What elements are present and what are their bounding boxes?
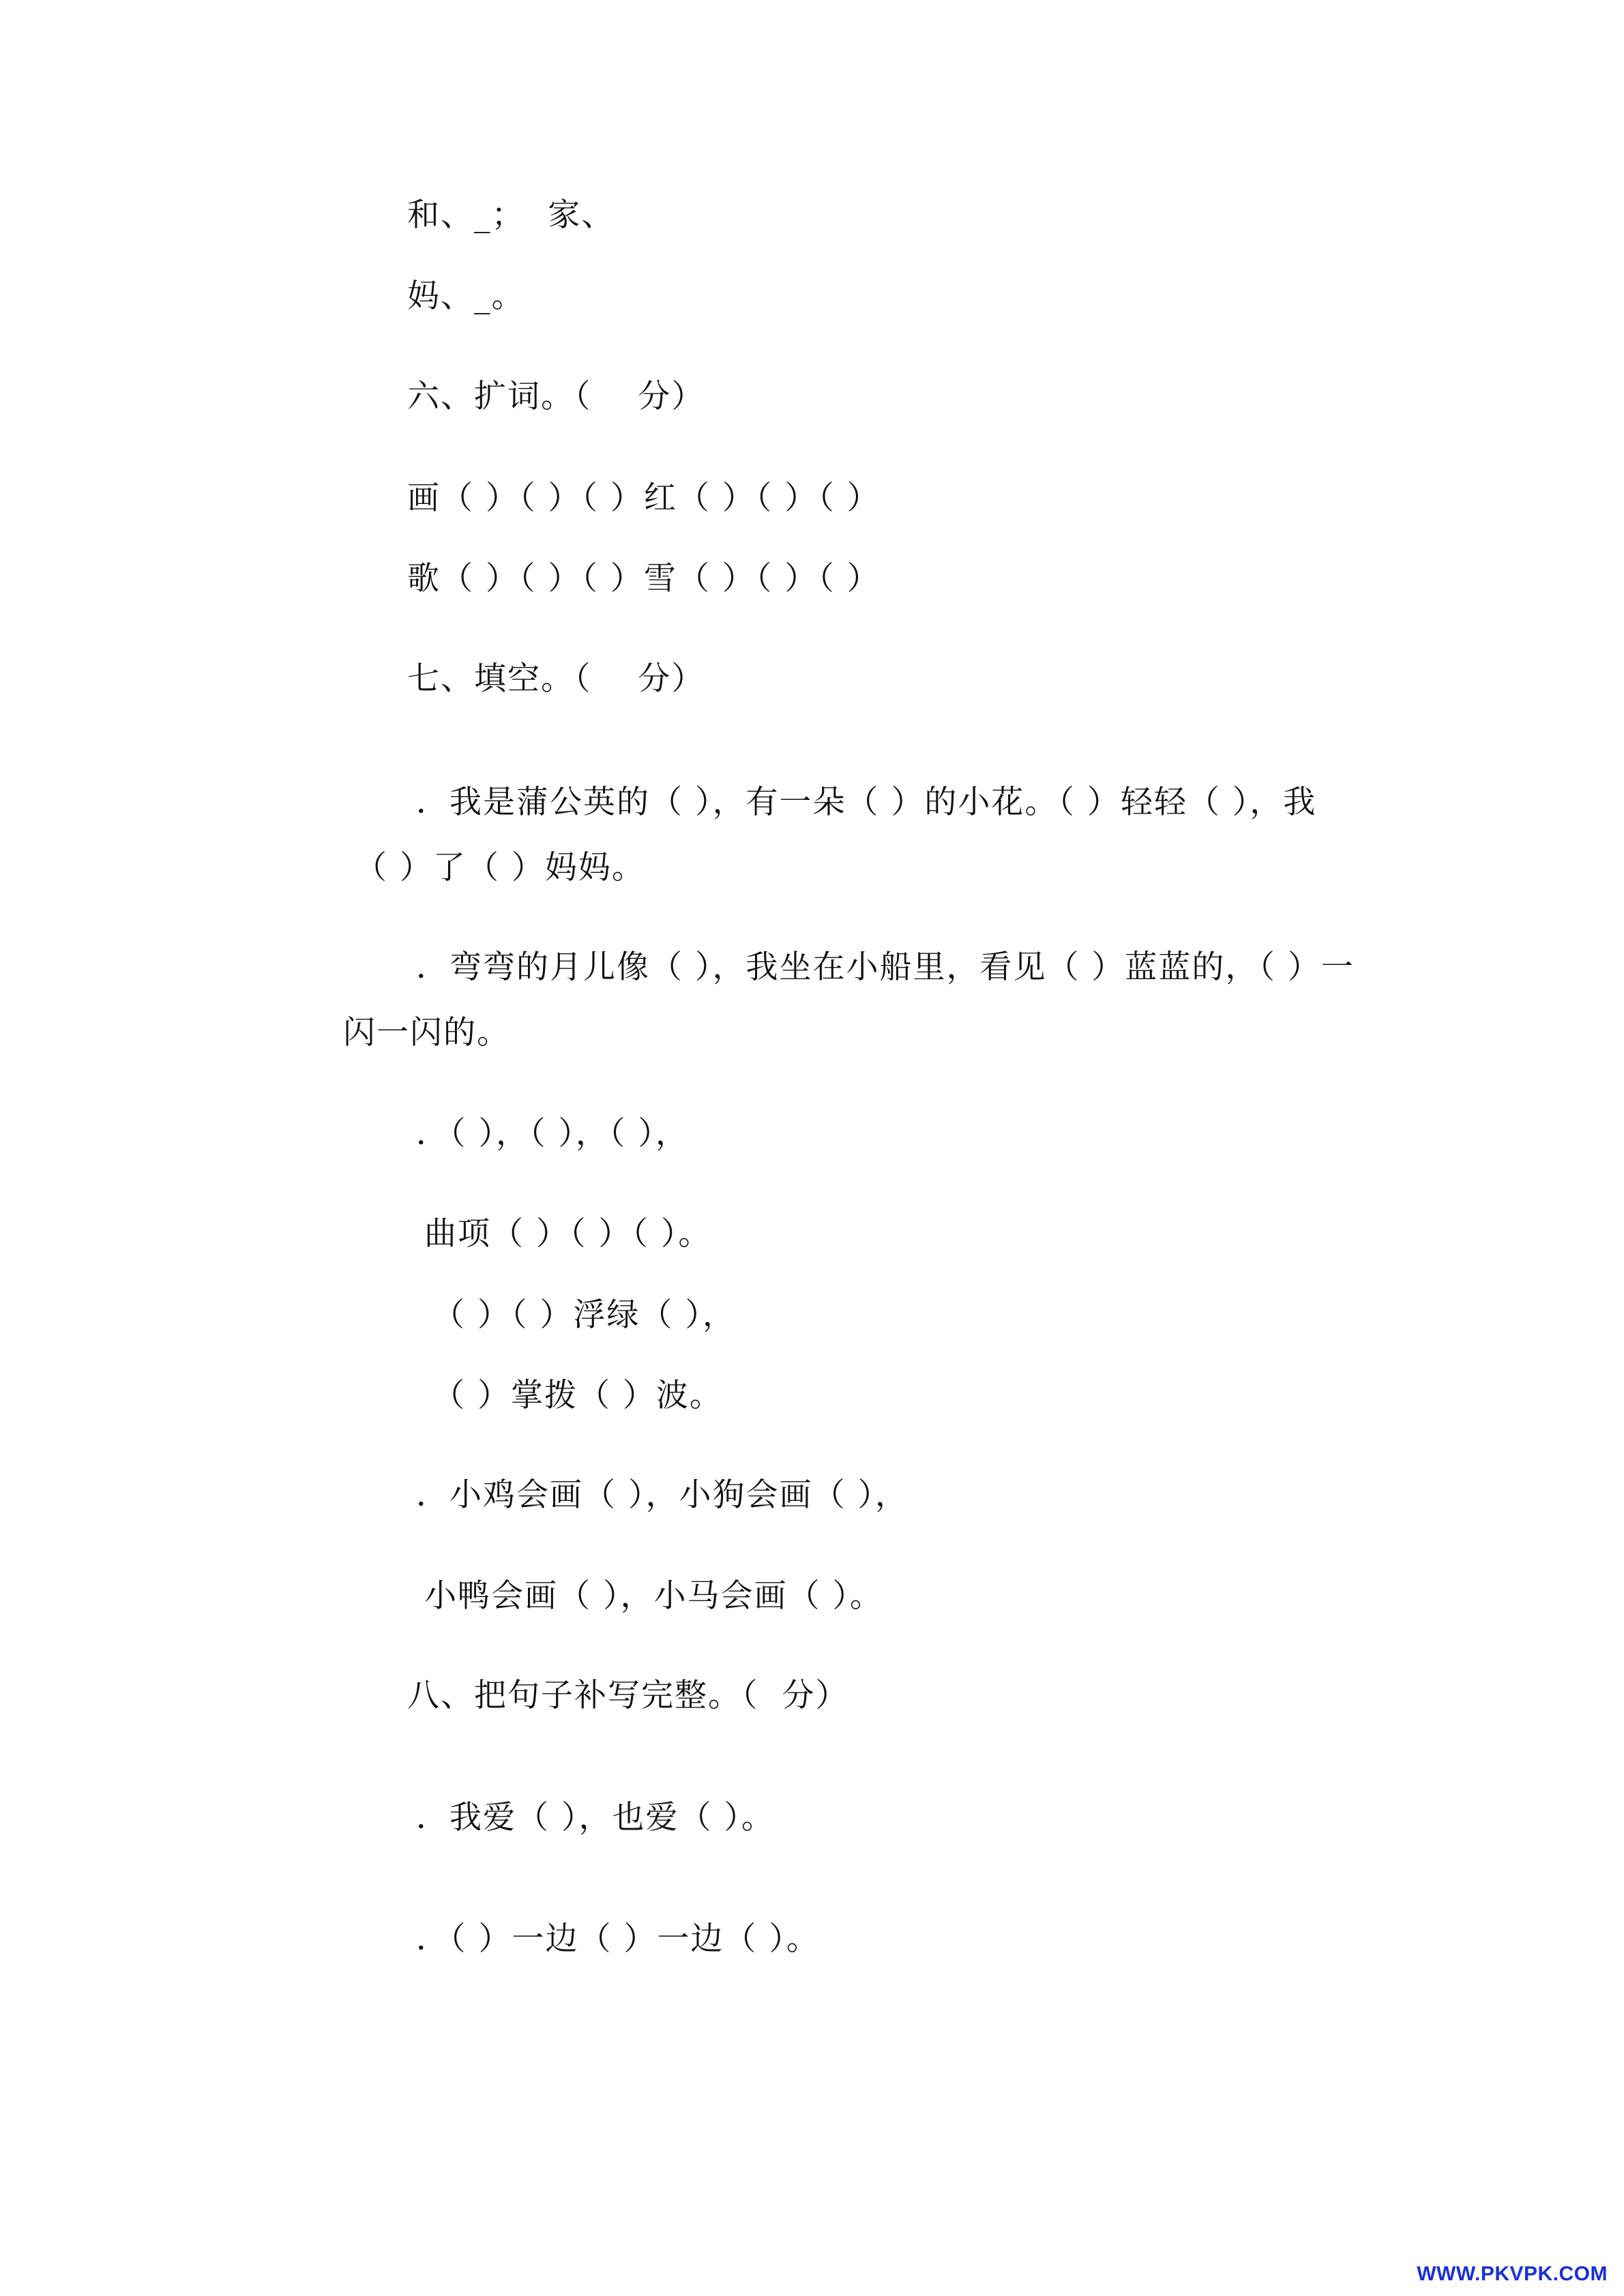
- text-line-dandelion-2: （ ）了（ ）妈妈。: [355, 849, 645, 886]
- section-heading-8: 八、把句子补写完整。（ 分）: [407, 1677, 849, 1714]
- text-line-ge-xue: 歌（ ）（ ）（ ）雪（ ）（ ）（ ）: [407, 560, 881, 597]
- text-line-while: ．（ ）一边（ ）一边（ ）。: [416, 1920, 820, 1958]
- text-line-moon-1: ．弯弯的月儿像（ ），我坐在小船里，看见（ ）蓝蓝的，（ ）一: [416, 949, 1355, 986]
- text-line-dandelion-1: ．我是蒲公英的（ ），有一朵（ ）的小花。（ ）轻轻（ ），我: [416, 784, 1317, 821]
- text-line-hua-hong: 画（ ）（ ）（ ）红（ ）（ ）（ ）: [407, 479, 881, 517]
- text-line-ma: 妈、_。: [407, 278, 525, 315]
- text-line-animals-1: ．小鸡会画（ ），小狗会画（ ），: [416, 1476, 909, 1514]
- text-line-he-jia: 和、_； 家、: [407, 196, 615, 234]
- text-line-poem-2: 曲项（ ）（ ）（ ）。: [424, 1215, 712, 1253]
- site-watermark: WWW.PKVPK.COM: [1417, 2263, 1608, 2285]
- text-line-love: ．我爱（ ），也爱（ ）。: [416, 1799, 775, 1836]
- text-line-animals-2: 小鸭会画（ ），小马会画（ ）。: [424, 1577, 883, 1615]
- text-line-poem-4: （ ）掌拨（ ）波。: [432, 1377, 723, 1414]
- text-line-poem-1: ．（ ），（ ），（ ），: [416, 1115, 689, 1152]
- text-line-poem-3: （ ）（ ）浮绿（ ），: [432, 1296, 736, 1334]
- section-heading-7: 七、填空。（ 分）: [407, 660, 705, 698]
- section-heading-6: 六、扩词。（ 分）: [407, 378, 705, 415]
- text-line-moon-2: 闪一闪的。: [343, 1014, 510, 1052]
